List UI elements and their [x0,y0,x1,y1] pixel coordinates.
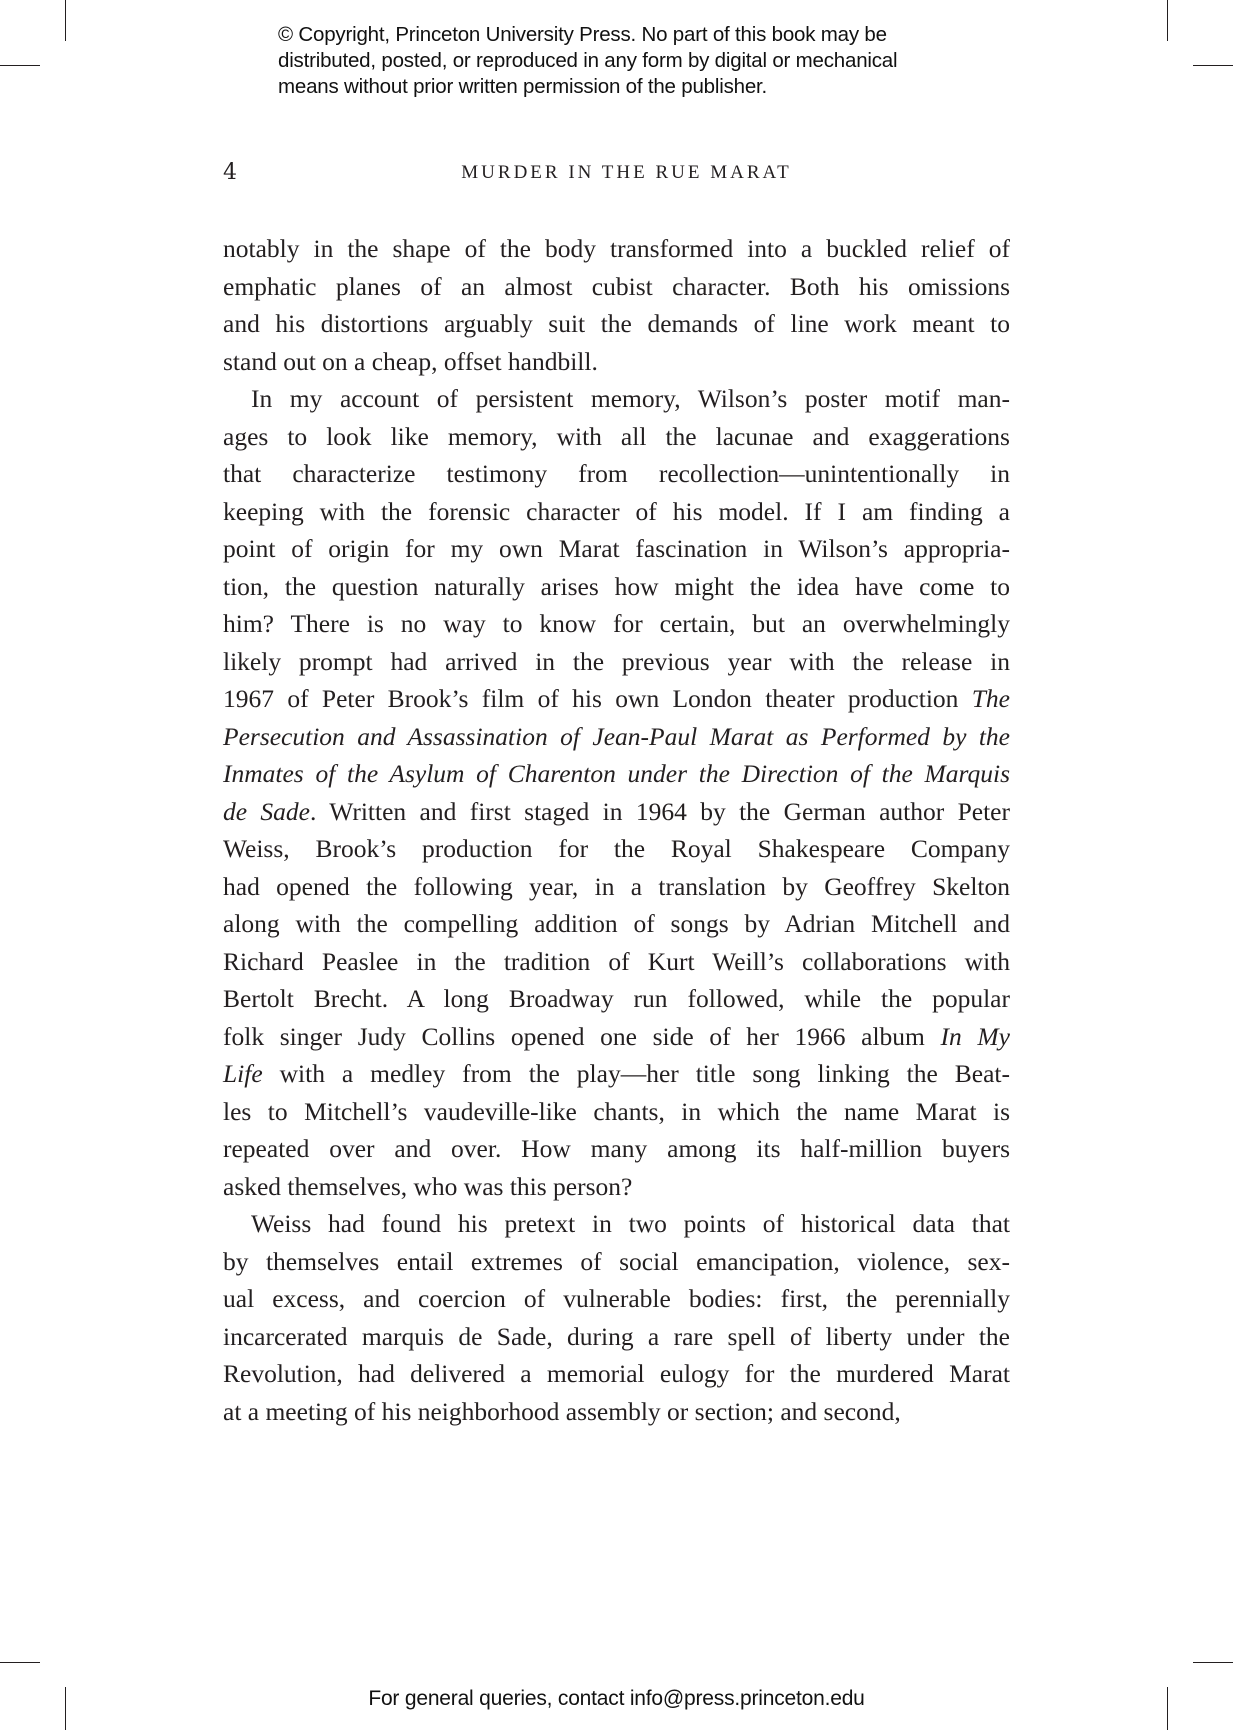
text-line [223,1130,1010,1168]
text-line [223,568,1010,606]
page-number: 4 [223,160,237,185]
text-segment: . Written and first staged in 1964 by the German author Peter [310,796,1010,826]
copyright-line: means without prior written permission of the publisher. [278,75,768,98]
text-line [223,793,1010,831]
running-head: MURDER IN THE RUE MARAT [461,162,792,183]
italic-text: Persecution and Assassination of Jean-Paul Marat as Performed by the [223,721,1010,751]
text-line [223,1243,1010,1281]
text-segment: him? There is no way to know for certain, but an overwhelmingly [223,609,1010,638]
crop-mark [0,65,40,66]
text-segment: had opened the following year, in a translation by Geoffrey Skelton [223,871,1010,901]
text-line [223,305,1010,343]
text-segment: likely prompt had arrived in the previous year with the release in [223,646,1010,676]
text-segment: notably in the shape of the body transformed into a buckled relief of [223,234,1010,263]
text-segment: with a medley from the play—her title song linking the Beat- [262,1059,1010,1088]
italic-text: In My [940,1021,1010,1051]
text-segment: 1967 of Peter Brook’s film of his own London theater production [223,684,972,713]
text-line [223,905,1010,943]
text-segment: Revolution, had delivered a memorial eulogy for the murdered Marat [223,1359,1010,1388]
text-line [223,418,1010,456]
text-line [223,455,1010,493]
text-segment: asked themselves, who was this person? [223,1171,633,1201]
text-segment: ual excess, and coercion of vulnerable bodies: first, the perennially [223,1284,1010,1313]
text-segment: Bertolt Brecht. A long Broadway run followed, while the popular [223,984,1010,1013]
italic-text: Life [223,1059,263,1088]
text-line [223,755,1010,793]
copyright-line: © Copyright, Princeton University Press. No part of this book may be [278,23,887,46]
text-segment: Weiss had found his pretext in two points of historical data that [251,1209,1010,1238]
text-segment: incarcerated marquis de Sade, during a rare spell of liberty under the [223,1321,1010,1351]
text-line [223,343,1010,381]
text-line [223,943,1010,981]
contact-footer: For general queries, contact info@press.princeton.edu [368,1687,865,1710]
text-segment: that characterize testimony from recollection—unintentionally in [223,459,1010,488]
text-line [223,1318,1010,1356]
text-segment: along with the compelling addition of songs by Adrian Mitchell and [223,909,1010,938]
text-line [223,530,1010,568]
text-segment: by themselves entail extremes of social emancipation, violence, sex- [223,1246,1010,1276]
text-line [223,868,1010,906]
crop-mark [1167,0,1168,41]
text-segment: In my account of persistent memory, Wilson’s poster motif man- [251,384,1010,413]
text-segment: Weiss, Brook’s production for the Royal Shakespeare Company [223,834,1010,863]
body-text [223,230,1010,1430]
text-segment: emphatic planes of an almost cubist character. Both his omissions [223,271,1010,301]
text-line [223,605,1010,643]
italic-text: de Sade [223,796,311,826]
text-segment: Richard Peaslee in the tradition of Kurt Weill’s collaborations with [223,946,1010,976]
text-segment: at a meeting of his neighborhood assembly or section; and second, [223,1396,901,1426]
text-line [223,380,1010,418]
copyright-notice [278,22,1038,100]
text-line [223,1055,1010,1093]
text-line [223,1355,1010,1393]
text-line [223,718,1010,756]
text-segment: les to Mitchell’s vaudeville-like chants, in which the name Marat is [223,1096,1010,1126]
crop-mark [1193,65,1233,66]
crop-mark [0,1662,40,1663]
italic-text: Inmates of the Asylum of Charenton under the Direction of the Marquis [223,759,1010,788]
text-line [223,268,1010,306]
text-segment: repeated over and over. How many among its half-million buyers [223,1134,1010,1163]
text-segment: ages to look like memory, with all the lacunae and exaggerations [223,421,1010,451]
text-line [223,680,1010,718]
text-segment: tion, the question naturally arises how might the idea have come to [223,571,1010,601]
text-segment: stand out on a cheap, offset handbill. [223,346,598,376]
text-segment: point of origin for my own Marat fascination in Wilson’s appropria- [223,534,1010,563]
text-line [223,1205,1010,1243]
text-line [223,1018,1010,1056]
text-line [223,1393,1010,1431]
text-segment: and his distortions arguably suit the demands of line work meant to [223,309,1010,338]
crop-mark [65,0,66,41]
text-line [223,1280,1010,1318]
text-line [223,830,1010,868]
crop-mark [1193,1662,1233,1663]
text-segment: keeping with the forensic character of his model. If I am finding a [223,496,1010,526]
copyright-line: distributed, posted, or reproduced in any form by digital or mechanical [278,49,898,72]
text-segment: folk singer Judy Collins opened one side of her 1966 album [223,1021,941,1051]
text-line [223,230,1010,268]
italic-text: The [971,684,1010,713]
text-line [223,493,1010,531]
text-line [223,1093,1010,1131]
text-line [223,1168,1010,1206]
text-line [223,980,1010,1018]
text-line [223,643,1010,681]
